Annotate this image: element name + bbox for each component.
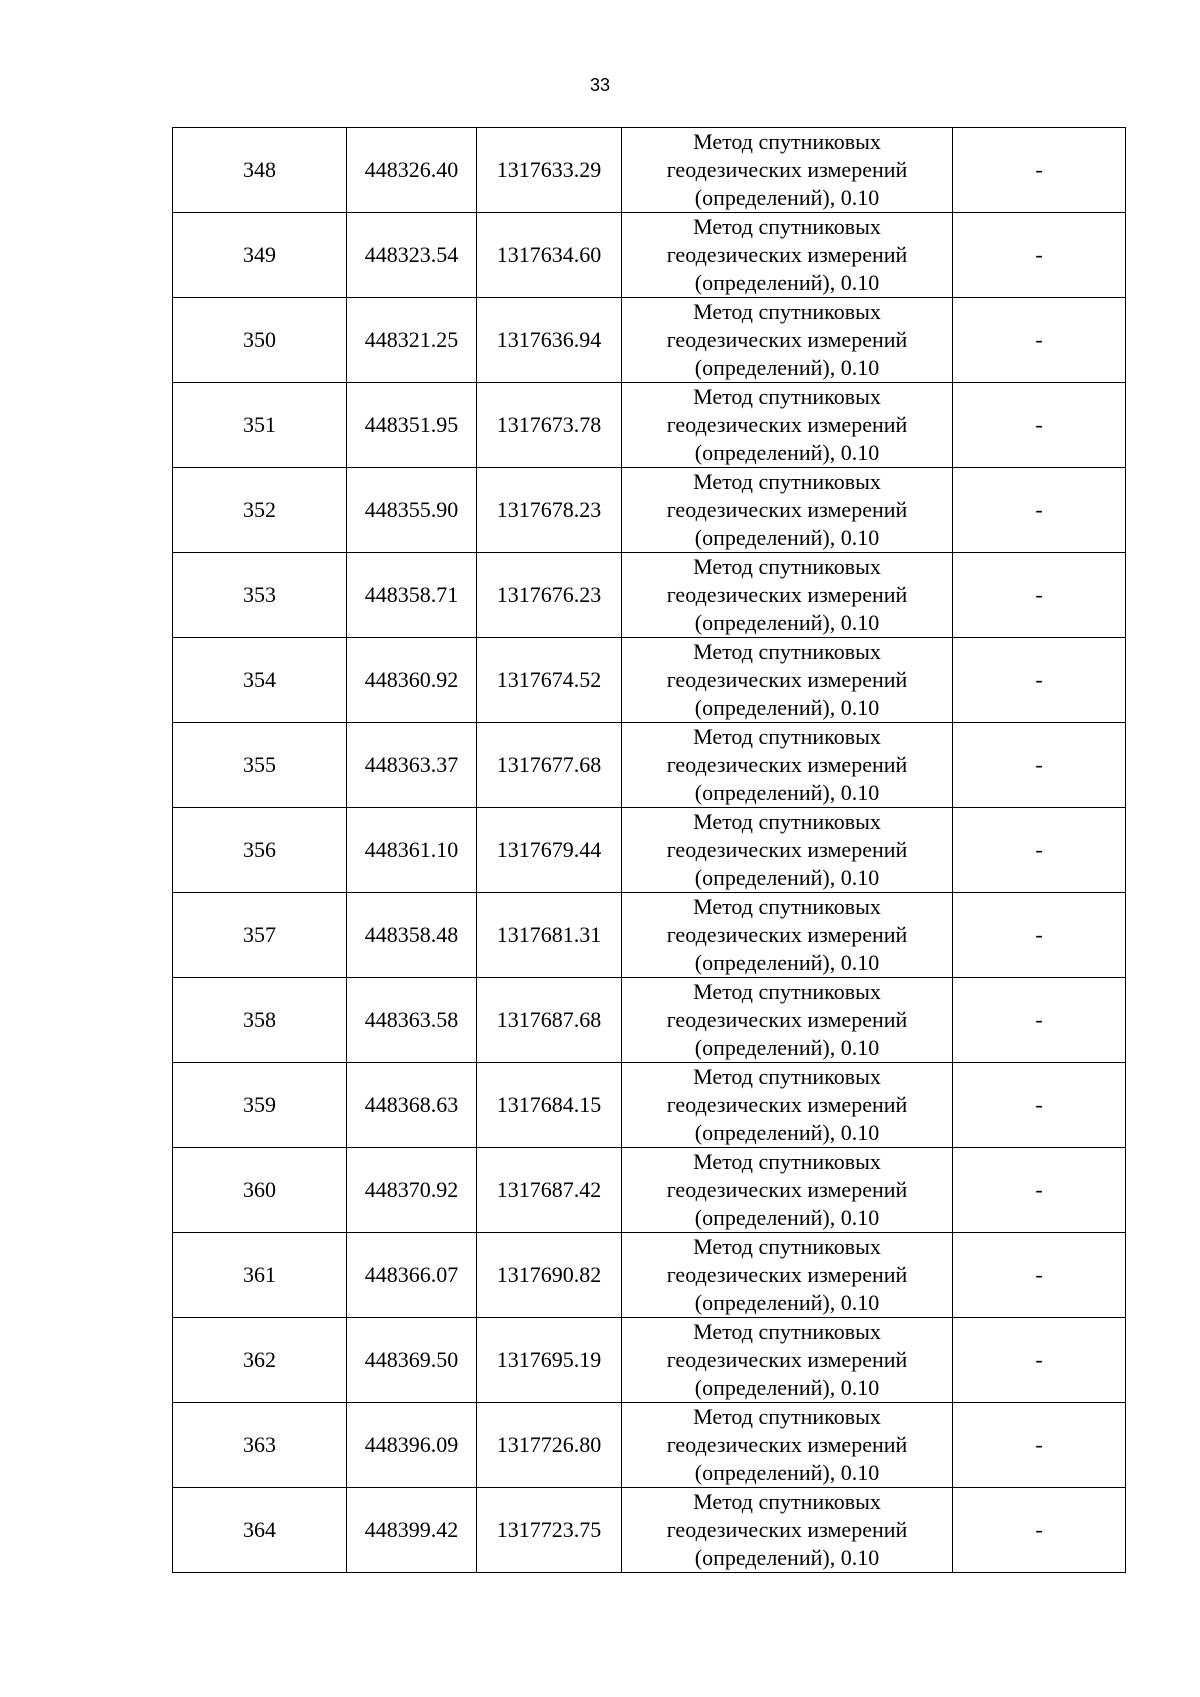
method-line-1: Метод спутниковых: [693, 129, 881, 154]
point-number-cell: 354: [173, 638, 347, 723]
method-cell: [622, 808, 953, 893]
note-cell: -: [953, 128, 1126, 213]
method-line-3: (определений), 0.10: [694, 1545, 880, 1570]
method-line-1: Метод спутниковых: [693, 299, 881, 324]
method-cell: [622, 1063, 953, 1148]
method-line-3: (определений), 0.10: [694, 1460, 880, 1485]
method-line-3: (определений), 0.10: [694, 440, 880, 465]
method-line-1: Метод спутниковых: [693, 1404, 881, 1429]
table-row: [173, 553, 1126, 638]
y-coordinate-cell: 1317695.19: [477, 1318, 622, 1403]
table-row: [173, 1148, 1126, 1233]
method-cell: [622, 978, 953, 1063]
method-line-2: геодезических измерений: [666, 1007, 908, 1032]
method-cell: [622, 1233, 953, 1318]
method-line-2: геодезических измерений: [666, 582, 908, 607]
note-cell: -: [953, 1233, 1126, 1318]
point-number-cell: 364: [173, 1488, 347, 1573]
point-number-cell: 355: [173, 723, 347, 808]
method-line-2: геодезических измерений: [666, 1517, 908, 1542]
method-line-3: (определений), 0.10: [694, 1290, 880, 1315]
table-row: [173, 213, 1126, 298]
method-line-3: (определений), 0.10: [694, 270, 880, 295]
point-number-cell: 361: [173, 1233, 347, 1318]
method-cell: [622, 723, 953, 808]
y-coordinate-cell: 1317726.80: [477, 1403, 622, 1488]
x-coordinate-cell: 448361.10: [347, 808, 477, 893]
point-number-cell: 360: [173, 1148, 347, 1233]
method-line-1: Метод спутниковых: [693, 1149, 881, 1174]
method-cell: [622, 638, 953, 723]
method-line-1: Метод спутниковых: [693, 554, 881, 579]
note-cell: -: [953, 1403, 1126, 1488]
coordinates-table-body: [173, 128, 1126, 1573]
table-row: [173, 978, 1126, 1063]
method-line-3: (определений), 0.10: [694, 355, 880, 380]
note-cell: -: [953, 1063, 1126, 1148]
note-cell: -: [953, 468, 1126, 553]
y-coordinate-cell: 1317678.23: [477, 468, 622, 553]
method-line-3: (определений), 0.10: [694, 780, 880, 805]
x-coordinate-cell: 448366.07: [347, 1233, 477, 1318]
method-line-3: (определений), 0.10: [694, 1120, 880, 1145]
method-line-1: Метод спутниковых: [693, 724, 881, 749]
method-line-1: Метод спутниковых: [693, 384, 881, 409]
method-line-2: геодезических измерений: [666, 752, 908, 777]
point-number-cell: 359: [173, 1063, 347, 1148]
method-line-2: геодезических измерений: [666, 1092, 908, 1117]
table-row: [173, 723, 1126, 808]
note-cell: -: [953, 298, 1126, 383]
method-line-2: геодезических измерений: [666, 1432, 908, 1457]
x-coordinate-cell: 448355.90: [347, 468, 477, 553]
y-coordinate-cell: 1317684.15: [477, 1063, 622, 1148]
method-line-3: (определений), 0.10: [694, 865, 880, 890]
method-line-2: геодезических измерений: [666, 242, 908, 267]
point-number-cell: 356: [173, 808, 347, 893]
table-row: [173, 638, 1126, 723]
point-number-cell: 363: [173, 1403, 347, 1488]
y-coordinate-cell: 1317676.23: [477, 553, 622, 638]
note-cell: -: [953, 893, 1126, 978]
y-coordinate-cell: 1317723.75: [477, 1488, 622, 1573]
note-cell: -: [953, 638, 1126, 723]
method-line-1: Метод спутниковых: [693, 1319, 881, 1344]
method-line-3: (определений), 0.10: [694, 525, 880, 550]
method-line-2: геодезических измерений: [666, 837, 908, 862]
method-line-1: Метод спутниковых: [693, 639, 881, 664]
x-coordinate-cell: 448351.95: [347, 383, 477, 468]
method-cell: [622, 298, 953, 383]
point-number-cell: 351: [173, 383, 347, 468]
point-number-cell: 362: [173, 1318, 347, 1403]
table-row: [173, 1403, 1126, 1488]
x-coordinate-cell: 448326.40: [347, 128, 477, 213]
x-coordinate-cell: 448399.42: [347, 1488, 477, 1573]
method-line-2: геодезических измерений: [666, 667, 908, 692]
y-coordinate-cell: 1317673.78: [477, 383, 622, 468]
method-line-1: Метод спутниковых: [693, 1489, 881, 1514]
y-coordinate-cell: 1317687.68: [477, 978, 622, 1063]
table-row: [173, 893, 1126, 978]
method-line-1: Метод спутниковых: [693, 979, 881, 1004]
method-line-1: Метод спутниковых: [693, 469, 881, 494]
method-cell: [622, 893, 953, 978]
x-coordinate-cell: 448321.25: [347, 298, 477, 383]
note-cell: -: [953, 553, 1126, 638]
method-cell: [622, 383, 953, 468]
y-coordinate-cell: 1317687.42: [477, 1148, 622, 1233]
method-line-1: Метод спутниковых: [693, 1064, 881, 1089]
x-coordinate-cell: 448358.71: [347, 553, 477, 638]
table-row: [173, 298, 1126, 383]
method-cell: [622, 1318, 953, 1403]
method-cell: [622, 1403, 953, 1488]
x-coordinate-cell: 448323.54: [347, 213, 477, 298]
method-line-1: Метод спутниковых: [693, 1234, 881, 1259]
method-cell: [622, 1488, 953, 1573]
method-line-3: (определений), 0.10: [694, 1035, 880, 1060]
x-coordinate-cell: 448368.63: [347, 1063, 477, 1148]
method-cell: [622, 1148, 953, 1233]
note-cell: -: [953, 383, 1126, 468]
method-line-3: (определений), 0.10: [694, 695, 880, 720]
method-line-1: Метод спутниковых: [693, 214, 881, 239]
note-cell: -: [953, 1148, 1126, 1233]
method-line-2: геодезических измерений: [666, 1347, 908, 1372]
point-number-cell: 358: [173, 978, 347, 1063]
coordinates-table: [172, 127, 1126, 1573]
method-line-2: геодезических измерений: [666, 1262, 908, 1287]
table-row: [173, 808, 1126, 893]
y-coordinate-cell: 1317681.31: [477, 893, 622, 978]
note-cell: -: [953, 723, 1126, 808]
method-cell: [622, 468, 953, 553]
method-line-2: геодезических измерений: [666, 922, 908, 947]
method-line-3: (определений), 0.10: [694, 185, 880, 210]
point-number-cell: 353: [173, 553, 347, 638]
point-number-cell: 357: [173, 893, 347, 978]
point-number-cell: 348: [173, 128, 347, 213]
y-coordinate-cell: 1317674.52: [477, 638, 622, 723]
x-coordinate-cell: 448370.92: [347, 1148, 477, 1233]
y-coordinate-cell: 1317677.68: [477, 723, 622, 808]
method-line-2: геодезических измерений: [666, 327, 908, 352]
point-number-cell: 352: [173, 468, 347, 553]
note-cell: -: [953, 1488, 1126, 1573]
table-row: [173, 1063, 1126, 1148]
x-coordinate-cell: 448358.48: [347, 893, 477, 978]
method-line-2: геодезических измерений: [666, 412, 908, 437]
y-coordinate-cell: 1317690.82: [477, 1233, 622, 1318]
method-line-3: (определений), 0.10: [694, 950, 880, 975]
x-coordinate-cell: 448363.37: [347, 723, 477, 808]
note-cell: -: [953, 213, 1126, 298]
table-row: [173, 468, 1126, 553]
page-number: 33: [589, 75, 611, 95]
table-row: [173, 383, 1126, 468]
y-coordinate-cell: 1317634.60: [477, 213, 622, 298]
method-line-2: геодезических измерений: [666, 497, 908, 522]
point-number-cell: 349: [173, 213, 347, 298]
method-line-3: (определений), 0.10: [694, 1375, 880, 1400]
table-row: [173, 1233, 1126, 1318]
x-coordinate-cell: 448369.50: [347, 1318, 477, 1403]
method-line-2: геодезических измерений: [666, 1177, 908, 1202]
method-cell: [622, 128, 953, 213]
method-cell: [622, 553, 953, 638]
x-coordinate-cell: 448396.09: [347, 1403, 477, 1488]
point-number-cell: 350: [173, 298, 347, 383]
method-line-1: Метод спутниковых: [693, 894, 881, 919]
table-row: [173, 1488, 1126, 1573]
y-coordinate-cell: 1317679.44: [477, 808, 622, 893]
y-coordinate-cell: 1317636.94: [477, 298, 622, 383]
table-row: [173, 128, 1126, 213]
table-row: [173, 1318, 1126, 1403]
note-cell: -: [953, 1318, 1126, 1403]
method-line-3: (определений), 0.10: [694, 1205, 880, 1230]
method-line-3: (определений), 0.10: [694, 610, 880, 635]
method-cell: [622, 213, 953, 298]
method-line-1: Метод спутниковых: [693, 809, 881, 834]
y-coordinate-cell: 1317633.29: [477, 128, 622, 213]
x-coordinate-cell: 448360.92: [347, 638, 477, 723]
method-line-2: геодезических измерений: [666, 157, 908, 182]
note-cell: -: [953, 978, 1126, 1063]
x-coordinate-cell: 448363.58: [347, 978, 477, 1063]
note-cell: -: [953, 808, 1126, 893]
